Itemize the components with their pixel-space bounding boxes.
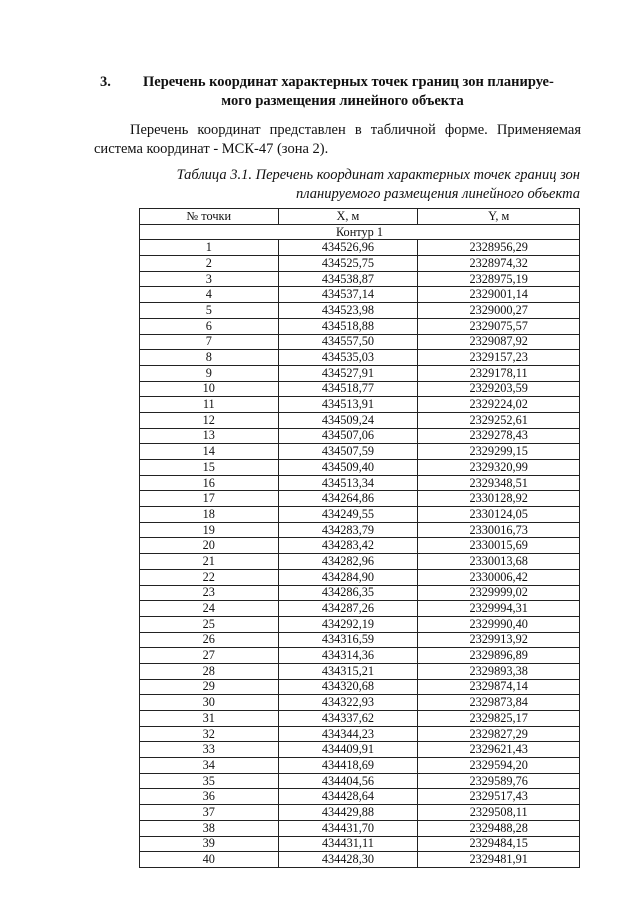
cell-y: 2328974,32 [418,256,580,272]
cell-x: 434315,21 [278,663,418,679]
table-row [140,726,580,742]
table-row [140,334,580,350]
cell-y: 2329000,27 [418,303,580,319]
table-row [140,256,580,272]
cell-y: 2330128,92 [418,491,580,507]
coordinates-table [139,208,580,868]
cell-point-number: 30 [140,695,279,711]
table-row [140,444,580,460]
caption-line2: планируемого размещения линейного объекта [296,186,580,202]
table-row [140,381,580,397]
intro-line2: система координат - МСК-47 (зона 2). [94,141,329,157]
table-row [140,554,580,570]
table-row [140,711,580,727]
intro-line1: Перечень координат представлен в табличной форме. Применяемая [130,122,581,138]
cell-point-number: 39 [140,836,279,852]
cell-x: 434316,59 [278,632,418,648]
cell-x: 434431,70 [278,820,418,836]
cell-point-number: 27 [140,648,279,664]
cell-x: 434513,34 [278,475,418,491]
cell-y: 2329594,20 [418,758,580,774]
cell-x: 434314,36 [278,648,418,664]
table-row [140,805,580,821]
contour-label: Контур 1 [140,224,580,240]
table-row [140,428,580,444]
table-row [140,303,580,319]
cell-point-number: 10 [140,381,279,397]
table-row [140,679,580,695]
table-row [140,365,580,381]
table-row [140,507,580,523]
table-row [140,412,580,428]
cell-y: 2330015,69 [418,538,580,554]
cell-y: 2329825,17 [418,711,580,727]
cell-x: 434513,91 [278,397,418,413]
cell-point-number: 13 [140,428,279,444]
cell-x: 434518,77 [278,381,418,397]
cell-x: 434429,88 [278,805,418,821]
cell-x: 434428,64 [278,789,418,805]
cell-point-number: 22 [140,569,279,585]
table-row [140,538,580,554]
cell-point-number: 15 [140,460,279,476]
intro-paragraph [94,121,581,159]
cell-y: 2329589,76 [418,773,580,789]
header-x: X, м [278,209,418,225]
cell-x: 434344,23 [278,726,418,742]
cell-y: 2329320,99 [418,460,580,476]
table-row [140,852,580,868]
cell-point-number: 20 [140,538,279,554]
cell-x: 434283,79 [278,522,418,538]
cell-point-number: 29 [140,679,279,695]
cell-y: 2329488,28 [418,820,580,836]
cell-x: 434283,42 [278,538,418,554]
cell-y: 2329913,92 [418,632,580,648]
cell-point-number: 25 [140,616,279,632]
cell-y: 2329874,14 [418,679,580,695]
cell-point-number: 21 [140,554,279,570]
group-row [140,224,580,240]
table-row [140,773,580,789]
table-row [140,601,580,617]
cell-x: 434431,11 [278,836,418,852]
cell-x: 434527,91 [278,365,418,381]
cell-x: 434535,03 [278,350,418,366]
cell-y: 2329873,84 [418,695,580,711]
table-row [140,397,580,413]
cell-y: 2329621,43 [418,742,580,758]
table-row [140,820,580,836]
table-row [140,632,580,648]
cell-x: 434322,93 [278,695,418,711]
cell-point-number: 40 [140,852,279,868]
cell-x: 434538,87 [278,271,418,287]
cell-y: 2329278,43 [418,428,580,444]
table-row [140,836,580,852]
caption-line1: Таблица 3.1. Перечень координат характерных точек границ зон [176,167,580,183]
table-row [140,491,580,507]
cell-y: 2329348,51 [418,475,580,491]
cell-x: 434292,19 [278,616,418,632]
cell-x: 434337,62 [278,711,418,727]
table-row [140,648,580,664]
table-row [140,758,580,774]
cell-point-number: 1 [140,240,279,256]
cell-point-number: 14 [140,444,279,460]
cell-x: 434525,75 [278,256,418,272]
cell-y: 2329517,43 [418,789,580,805]
cell-y: 2329893,38 [418,663,580,679]
cell-point-number: 2 [140,256,279,272]
cell-y: 2329994,31 [418,601,580,617]
cell-x: 434526,96 [278,240,418,256]
cell-x: 434284,90 [278,569,418,585]
cell-point-number: 37 [140,805,279,821]
table-row [140,240,580,256]
section-number: 3. [100,74,111,90]
table-caption [140,166,580,204]
cell-x: 434409,91 [278,742,418,758]
header-point-number: № точки [140,209,279,225]
table-row [140,475,580,491]
table-row [140,695,580,711]
cell-point-number: 33 [140,742,279,758]
cell-x: 434523,98 [278,303,418,319]
cell-point-number: 34 [140,758,279,774]
cell-y: 2330006,42 [418,569,580,585]
cell-point-number: 35 [140,773,279,789]
cell-point-number: 24 [140,601,279,617]
cell-point-number: 16 [140,475,279,491]
table-row [140,271,580,287]
cell-x: 434286,35 [278,585,418,601]
cell-x: 434249,55 [278,507,418,523]
cell-x: 434509,40 [278,460,418,476]
table-row [140,585,580,601]
table-row [140,287,580,303]
cell-y: 2329224,02 [418,397,580,413]
cell-point-number: 32 [140,726,279,742]
cell-x: 434518,88 [278,318,418,334]
cell-y: 2329001,14 [418,287,580,303]
table-row [140,350,580,366]
section-title-line1: Перечень координат характерных точек границ зон планируе- [143,74,554,90]
cell-y: 2329157,23 [418,350,580,366]
section-title-line2: мого размещения линейного объекта [221,93,464,109]
cell-point-number: 5 [140,303,279,319]
cell-point-number: 38 [140,820,279,836]
cell-x: 434418,69 [278,758,418,774]
cell-y: 2328956,29 [418,240,580,256]
cell-point-number: 8 [140,350,279,366]
cell-y: 2329178,11 [418,365,580,381]
cell-point-number: 18 [140,507,279,523]
cell-y: 2330016,73 [418,522,580,538]
cell-y: 2329203,59 [418,381,580,397]
cell-x: 434537,14 [278,287,418,303]
cell-x: 434557,50 [278,334,418,350]
cell-point-number: 6 [140,318,279,334]
cell-x: 434287,26 [278,601,418,617]
cell-point-number: 36 [140,789,279,805]
cell-y: 2329999,02 [418,585,580,601]
table-row [140,569,580,585]
table-row [140,522,580,538]
cell-y: 2330124,05 [418,507,580,523]
cell-point-number: 23 [140,585,279,601]
cell-x: 434320,68 [278,679,418,695]
header-y: Y, м [418,209,580,225]
table-row [140,460,580,476]
cell-y: 2330013,68 [418,554,580,570]
cell-y: 2329075,57 [418,318,580,334]
cell-point-number: 4 [140,287,279,303]
table-row [140,616,580,632]
cell-y: 2329087,92 [418,334,580,350]
cell-y: 2329896,89 [418,648,580,664]
cell-y: 2329508,11 [418,805,580,821]
cell-x: 434282,96 [278,554,418,570]
cell-x: 434264,86 [278,491,418,507]
cell-point-number: 28 [140,663,279,679]
cell-point-number: 11 [140,397,279,413]
cell-y: 2329990,40 [418,616,580,632]
cell-y: 2329252,61 [418,412,580,428]
cell-y: 2329827,29 [418,726,580,742]
table-header-row [140,209,580,225]
table-row [140,663,580,679]
cell-x: 434404,56 [278,773,418,789]
cell-point-number: 17 [140,491,279,507]
cell-y: 2329484,15 [418,836,580,852]
cell-x: 434507,06 [278,428,418,444]
table-row [140,789,580,805]
cell-y: 2329481,91 [418,852,580,868]
cell-point-number: 3 [140,271,279,287]
cell-x: 434509,24 [278,412,418,428]
cell-y: 2329299,15 [418,444,580,460]
cell-point-number: 7 [140,334,279,350]
table-row [140,318,580,334]
cell-x: 434428,30 [278,852,418,868]
cell-x: 434507,59 [278,444,418,460]
cell-y: 2328975,19 [418,271,580,287]
table-row [140,742,580,758]
cell-point-number: 9 [140,365,279,381]
cell-point-number: 19 [140,522,279,538]
cell-point-number: 12 [140,412,279,428]
cell-point-number: 26 [140,632,279,648]
cell-point-number: 31 [140,711,279,727]
